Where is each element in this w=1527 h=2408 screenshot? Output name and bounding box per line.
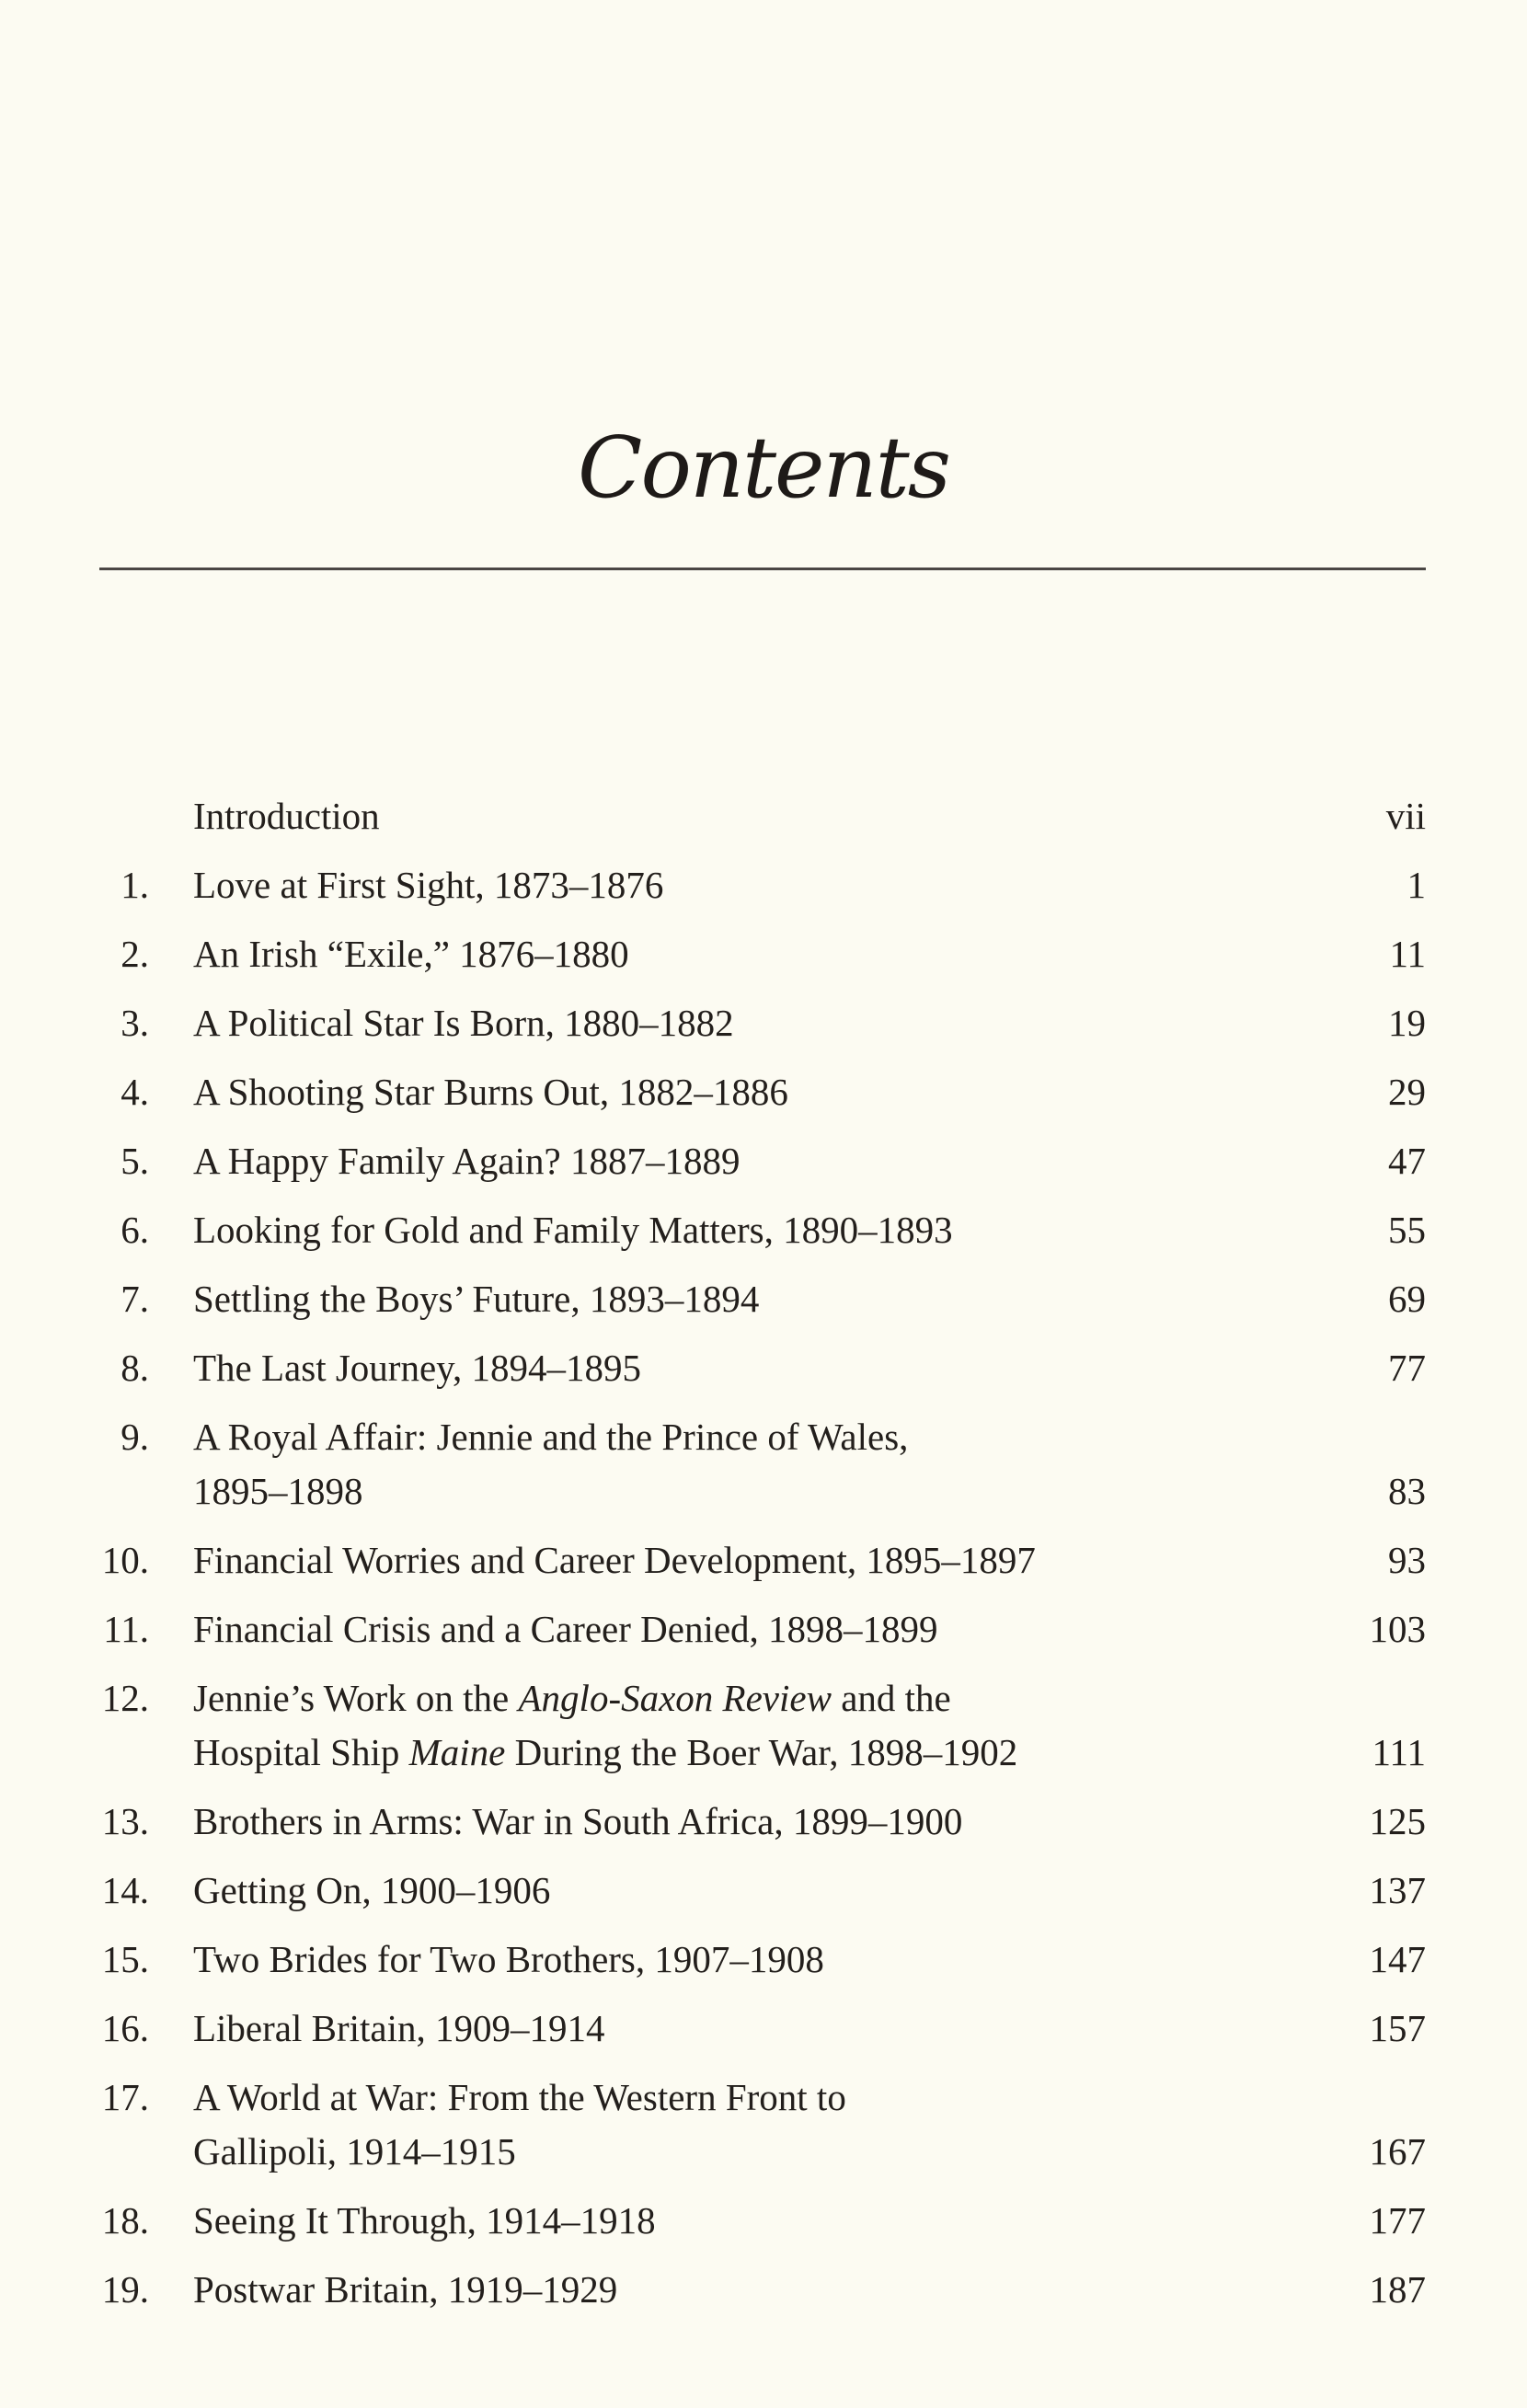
chapter-title — [193, 2070, 846, 2125]
chapter-title — [193, 2194, 656, 2248]
chapter-title-segment: A World at War: From the Western Front to — [193, 2076, 846, 2118]
page-number: 157 — [1369, 2007, 1426, 2049]
chapter-number: 2. — [121, 933, 149, 975]
page-number: 137 — [1369, 1869, 1426, 1911]
toc-entry-line — [0, 1932, 1527, 1987]
chapter-number: 11. — [103, 1608, 149, 1650]
chapter-title — [193, 1203, 953, 1257]
chapter-number: 7. — [121, 1278, 149, 1320]
table-of-contents — [0, 789, 1527, 2332]
chapter-title — [193, 996, 734, 1050]
page-number: 147 — [1369, 1938, 1426, 1980]
toc-entry[interactable] — [0, 1272, 1527, 1326]
toc-entry[interactable] — [0, 1533, 1527, 1588]
toc-entry-line — [0, 2125, 1527, 2179]
toc-entry-line — [0, 789, 1527, 843]
toc-entry[interactable] — [0, 927, 1527, 981]
chapter-title-segment: Postwar Britain, 1919–1929 — [193, 2268, 618, 2311]
toc-entry-line — [0, 1726, 1527, 1780]
page-number: 29 — [1388, 1071, 1426, 1113]
page-number: 69 — [1388, 1278, 1426, 1320]
page-number: vii — [1385, 795, 1426, 837]
chapter-title — [193, 1464, 363, 1519]
toc-entry-line — [0, 1065, 1527, 1119]
chapter-title-segment: A Political Star Is Born, 1880–1882 — [193, 1002, 734, 1044]
toc-entry[interactable] — [0, 1410, 1527, 1519]
chapter-title-segment: Settling the Boys’ Future, 1893–1894 — [193, 1278, 760, 1320]
chapter-number: 15. — [101, 1938, 149, 1980]
toc-entry[interactable] — [0, 2001, 1527, 2056]
toc-entry-line — [0, 996, 1527, 1050]
toc-entry-line — [0, 1203, 1527, 1257]
chapter-number: 6. — [121, 1209, 149, 1251]
chapter-title — [193, 1134, 740, 1188]
toc-entry[interactable] — [0, 1795, 1527, 1849]
toc-entry[interactable] — [0, 1671, 1527, 1780]
chapter-title-segment: Getting On, 1900–1906 — [193, 1869, 551, 1911]
chapter-title-segment: Liberal Britain, 1909–1914 — [193, 2007, 605, 2049]
chapter-number: 8. — [121, 1347, 149, 1389]
toc-entry[interactable] — [0, 996, 1527, 1050]
chapter-number: 9. — [121, 1416, 149, 1458]
page-title: Contents — [578, 419, 949, 517]
chapter-title-segment: A Royal Affair: Jennie and the Prince of Wales, — [193, 1416, 909, 1458]
chapter-title-segment: A Shooting Star Burns Out, 1882–1886 — [193, 1071, 788, 1113]
chapter-number: 10. — [101, 1539, 149, 1581]
page-number: 177 — [1369, 2199, 1426, 2242]
chapter-title-segment: The Last Journey, 1894–1895 — [193, 1347, 641, 1389]
page-number: 11 — [1389, 933, 1426, 975]
chapter-title-segment: Looking for Gold and Family Matters, 1890–1893 — [193, 1209, 953, 1251]
toc-entry[interactable] — [0, 2194, 1527, 2248]
page-number: 93 — [1388, 1539, 1426, 1581]
toc-entry[interactable] — [0, 2070, 1527, 2179]
chapter-title — [193, 789, 380, 843]
chapter-title — [193, 1065, 788, 1119]
chapter-title-segment: Hospital Ship — [193, 1731, 409, 1773]
toc-entry[interactable] — [0, 1134, 1527, 1188]
chapter-number: 3. — [121, 1002, 149, 1044]
page-number: 103 — [1369, 1608, 1426, 1650]
chapter-number: 1. — [121, 864, 149, 906]
toc-entry[interactable] — [0, 1932, 1527, 1987]
toc-entry[interactable] — [0, 789, 1527, 843]
chapter-title — [193, 1272, 759, 1326]
toc-entry-line — [0, 1671, 1527, 1726]
chapter-number: 5. — [121, 1140, 149, 1182]
page-number: 55 — [1388, 1209, 1426, 1251]
toc-entry-line — [0, 858, 1527, 912]
page-number: 187 — [1369, 2268, 1426, 2311]
chapter-title-segment: Introduction — [193, 795, 380, 837]
chapter-title-segment: Love at First Sight, 1873–1876 — [193, 864, 664, 906]
chapter-title-segment: Financial Worries and Career Development, 1895–1897 — [193, 1539, 1036, 1581]
toc-entry-line — [0, 927, 1527, 981]
toc-entry[interactable] — [0, 2263, 1527, 2317]
chapter-title-italic: Anglo-Saxon Review — [518, 1677, 832, 1719]
chapter-number: 13. — [101, 1800, 149, 1842]
page-number: 77 — [1388, 1347, 1426, 1389]
toc-entry[interactable] — [0, 1203, 1527, 1257]
chapter-title — [193, 2125, 516, 2179]
chapter-title-segment: During the Boer War, 1898–1902 — [505, 1731, 1018, 1773]
toc-entry-line — [0, 1602, 1527, 1657]
chapter-title-italic: Maine — [408, 1731, 506, 1773]
title-rule — [99, 568, 1426, 570]
chapter-title-segment: and the — [831, 1677, 951, 1719]
page-number: 83 — [1388, 1470, 1426, 1512]
chapter-title-segment: Brothers in Arms: War in South Africa, 1899–1900 — [193, 1800, 963, 1842]
toc-entry[interactable] — [0, 1602, 1527, 1657]
toc-entry-line — [0, 1134, 1527, 1188]
toc-entry-line — [0, 1410, 1527, 1464]
chapter-title-segment: A Happy Family Again? 1887–1889 — [193, 1140, 741, 1182]
chapter-title — [193, 1410, 908, 1464]
chapter-title-segment: Two Brides for Two Brothers, 1907–1908 — [193, 1938, 824, 1980]
chapter-title — [193, 1726, 1017, 1780]
chapter-title — [193, 2263, 617, 2317]
toc-entry[interactable] — [0, 1341, 1527, 1395]
chapter-title — [193, 1671, 951, 1726]
chapter-title — [193, 1533, 1036, 1588]
chapter-number: 14. — [101, 1869, 149, 1911]
chapter-title — [193, 1932, 824, 1987]
toc-entry-line — [0, 1533, 1527, 1588]
toc-entry-line — [0, 1341, 1527, 1395]
toc-entry[interactable] — [0, 858, 1527, 912]
toc-entry-line — [0, 2001, 1527, 2056]
chapter-title-segment: Financial Crisis and a Career Denied, 1898–1899 — [193, 1608, 938, 1650]
toc-entry-line — [0, 2194, 1527, 2248]
chapter-number: 18. — [101, 2199, 149, 2242]
toc-entry-line — [0, 1795, 1527, 1849]
toc-entry[interactable] — [0, 1065, 1527, 1119]
chapter-title — [193, 2001, 605, 2056]
chapter-title — [193, 858, 663, 912]
chapter-title — [193, 1602, 938, 1657]
toc-entry-line — [0, 2263, 1527, 2317]
page-number: 167 — [1369, 2130, 1426, 2173]
toc-entry-line — [0, 1863, 1527, 1918]
chapter-title — [193, 1795, 962, 1849]
chapter-title-segment: Gallipoli, 1914–1915 — [193, 2130, 516, 2173]
chapter-title-segment: Seeing It Through, 1914–1918 — [193, 2199, 656, 2242]
toc-entry-line — [0, 1464, 1527, 1519]
chapter-number: 12. — [101, 1677, 149, 1719]
chapter-number: 16. — [101, 2007, 149, 2049]
chapter-number: 4. — [121, 1071, 149, 1113]
page-number: 1 — [1406, 864, 1426, 906]
chapter-title — [193, 1863, 550, 1918]
page-number: 111 — [1372, 1731, 1426, 1773]
chapter-number: 19. — [101, 2268, 149, 2311]
chapter-title-segment: An Irish “Exile,” 1876–1880 — [193, 933, 629, 975]
toc-entry-line — [0, 2070, 1527, 2125]
chapter-title — [193, 1341, 641, 1395]
chapter-number: 17. — [101, 2076, 149, 2118]
toc-entry[interactable] — [0, 1863, 1527, 1918]
page-number: 47 — [1388, 1140, 1426, 1182]
toc-entry-line — [0, 1272, 1527, 1326]
chapter-title-segment: Jennie’s Work on the — [193, 1677, 519, 1719]
page-number: 125 — [1369, 1800, 1426, 1842]
chapter-title-segment: 1895–1898 — [193, 1470, 363, 1512]
chapter-title — [193, 927, 629, 981]
page-number: 19 — [1388, 1002, 1426, 1044]
